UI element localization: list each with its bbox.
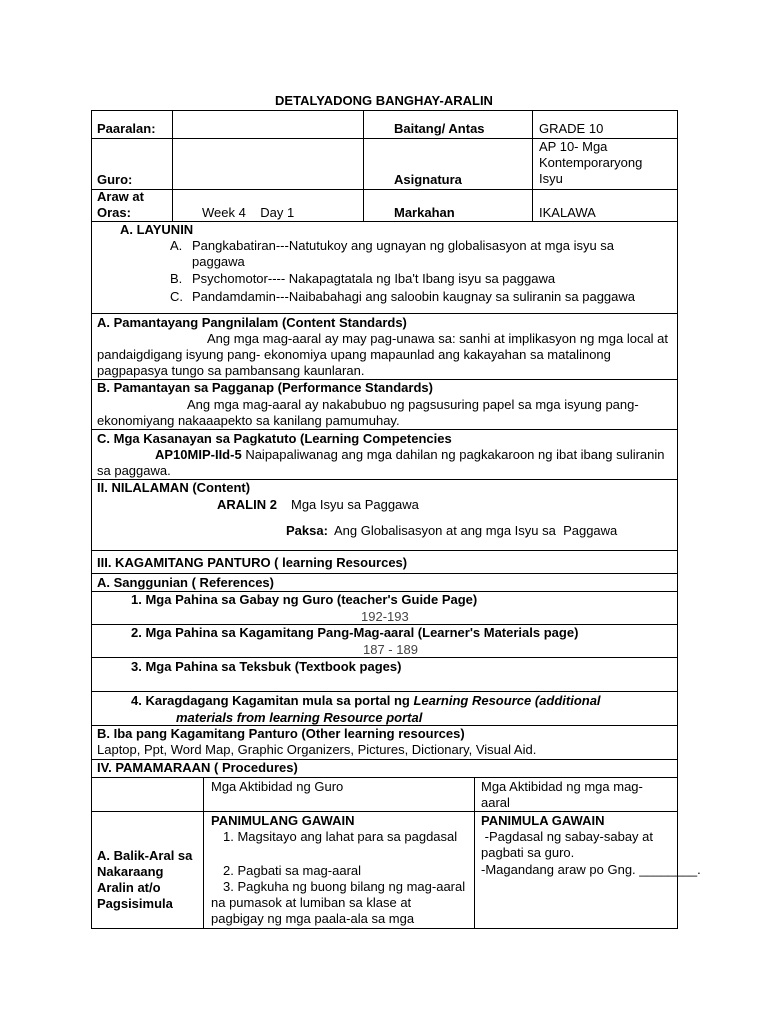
araw-value: Week 4 Day 1 [202, 205, 295, 220]
competencies-heading: C. Mga Kasanayan sa Pagkatuto (Learning Competencies [97, 431, 452, 446]
aralin-label: ARALIN 2 [217, 497, 277, 512]
layunin-letter-a: A. [170, 238, 183, 253]
sanggunian-heading: A. Sanggunian ( References) [97, 575, 274, 590]
col-mag-aaral-header: Mga Aktibidad ng mga mag-aaral [481, 779, 643, 810]
col-guro-header: Mga Aktibidad ng Guro [211, 779, 344, 794]
nilalaman-heading: II. NILALAMAN (Content) [97, 480, 251, 495]
performance-standards-text [97, 397, 675, 429]
resource-item-4-part-a: 4. Karagdagang Kagamitan mula sa portal ng [131, 693, 414, 708]
performance-standards-heading: B. Pamantayan sa Pagganap (Performance Standards) [97, 380, 433, 395]
content-standards-text [97, 331, 675, 379]
resource-item-2: 2. Mga Pahina sa Kagamitang Pang-Mag-aaral (Learner's Materials page) [131, 625, 579, 640]
balik-aral-row-label: A. Balik-Aral sa Nakaraang Aralin at/o Pagsisimula [97, 848, 193, 911]
iba-heading: B. Iba pang Kagamitang Panturo (Other learning resources) [97, 726, 465, 741]
baitang-value: GRADE 10 [539, 121, 604, 136]
competency-text: Naipapaliwanag ang mga dahilan ng pagkakaroon ng ibat ibang suliranin sa paggawa. [97, 447, 665, 478]
layunin-heading: A. LAYUNIN [120, 222, 194, 237]
layunin-letter-b: B. [170, 271, 183, 286]
content-standards-text-body: Ang mga mag-aaral ay may pag-unawa sa: sanhi at implikasyon ng mga local at pandaigdigang isyung pang- ekonomiya upang mapaunlad ang kakayahan sa matalinong pagpapasya tungo sa pambansang kaunlaran. [97, 331, 669, 378]
resource-item-1: 1. Mga Pahina sa Gabay ng Guro (teacher's Guide Page) [131, 592, 478, 607]
panimulang-gawain-heading: PANIMULANG GAWAIN [211, 813, 355, 828]
pamamaraan-heading: IV. PAMAMARAAN ( Procedures) [97, 760, 298, 775]
asignatura-value: AP 10- Mga Kontemporaryong Isyu [539, 139, 643, 186]
paaralan-label: Paaralan: [97, 121, 156, 136]
resource-item-4 [131, 693, 601, 709]
mag-aaral-line-1: -Pagdasal ng sabay-sabay at pagbati sa guro. [481, 829, 657, 860]
kagamitan-heading: III. KAGAMITANG PANTURO ( learning Resources) [97, 555, 408, 570]
guro-item-2: 2. Pagbati sa mag-aaral [223, 863, 362, 878]
guro-label: Guro: [97, 172, 133, 187]
resource-item-4-part-b: Learning Resource (additional [413, 693, 601, 708]
paksa-label: Paksa: [286, 523, 328, 538]
resource-item-4-part-c: materials from learning Resource portal [176, 710, 423, 725]
markahan-value: IKALAWA [539, 205, 596, 220]
layunin-letter-c: C. [170, 289, 183, 304]
content-standards-heading: A. Pamantayang Pangnilalam (Content Standards) [97, 315, 407, 330]
resource-item-1-value: 192-193 [361, 609, 409, 624]
resource-item-2-value: 187 - 189 [363, 642, 418, 657]
layunin-item-b: Psychomotor---- Nakapagtatala ng Iba't Ibang isyu sa paggawa [192, 271, 556, 286]
competency-code: AP10MIP-IId-5 [155, 447, 242, 462]
asignatura-label: Asignatura [394, 172, 462, 187]
baitang-label: Baitang/ Antas [394, 121, 485, 136]
iba-text: Laptop, Ppt, Word Map, Graphic Organizers, Pictures, Dictionary, Visual Aid. [97, 742, 537, 757]
guro-item-3: 3. Pagkuha ng buong bilang ng mag-aaral na pumasok at lumiban sa klase at pagbigay ng mga paala-ala sa mga [211, 879, 466, 926]
markahan-label: Markahan [394, 205, 455, 220]
performance-standards-text-body: Ang mga mag-aaral ay nakabubuo ng pagsusuring papel sa mga isyung pang-ekonomiyang nakaaapekto sa kanilang pamumuhay. [97, 397, 639, 428]
panimula-gawain-heading: PANIMULA GAWAIN [481, 813, 605, 828]
aralin-value: Mga Isyu sa Paggawa [291, 497, 419, 512]
paksa-value: Ang Globalisasyon at ang mga Isyu sa Paggawa [334, 523, 618, 538]
competencies-text [97, 447, 675, 479]
resource-item-3: 3. Mga Pahina sa Teksbuk (Textbook pages) [131, 659, 402, 674]
layunin-item-c: Pandamdamin---Naibabahagi ang saloobin kaugnay sa suliranin sa paggawa [192, 289, 636, 304]
layunin-item-a: Pangkabatiran---Natutukoy ang ugnayan ng globalisasyon at mga isyu sa paggawa [192, 238, 615, 269]
mag-aaral-line-2: -Magandang araw po Gng. ________. [481, 862, 701, 877]
araw-label: Araw at Oras: [97, 189, 144, 220]
document-title: DETALYADONG BANGHAY-ARALIN [275, 93, 493, 108]
guro-item-1: 1. Magsitayo ang lahat para sa pagdasal [223, 829, 458, 844]
